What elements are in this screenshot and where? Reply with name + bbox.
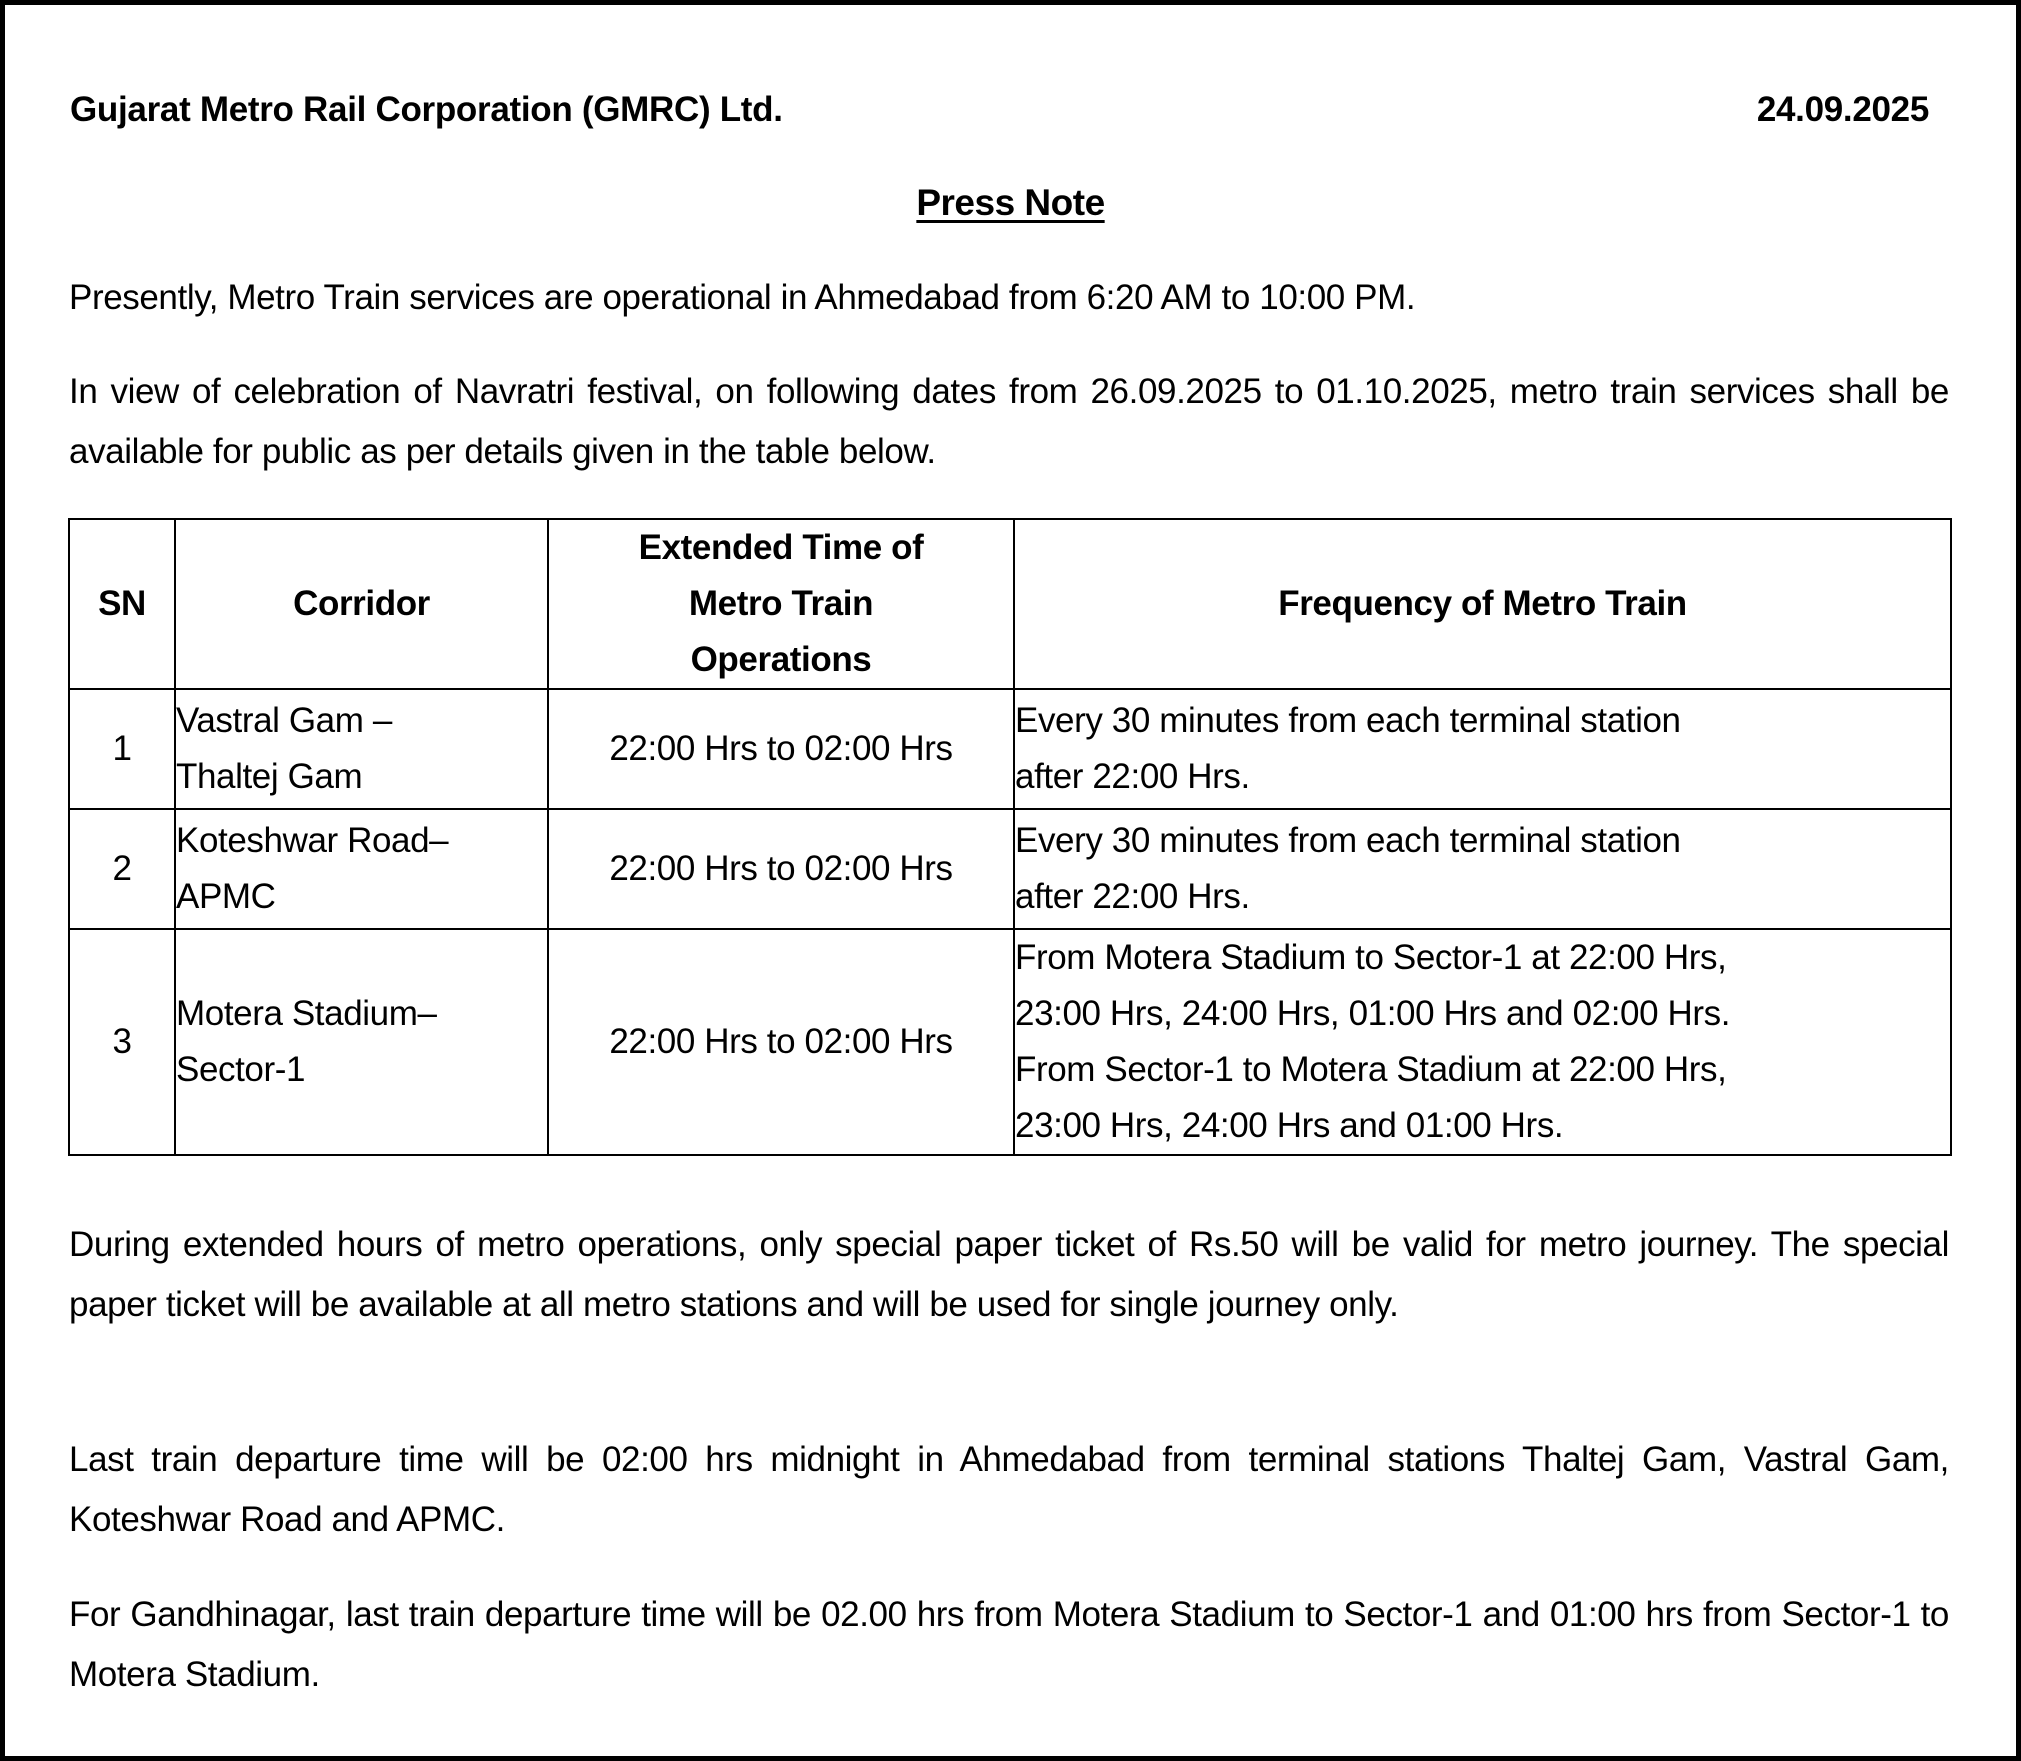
frequency-line: after 22:00 Hrs. <box>1015 877 1250 916</box>
cell-frequency <box>1014 809 1951 929</box>
frequency-line: Every 30 minutes from each terminal station <box>1015 821 1681 860</box>
header-extended-time-line: Operations <box>690 640 872 679</box>
frequency-line: Every 30 minutes from each terminal station <box>1015 701 1681 740</box>
frequency-line: after 22:00 Hrs. <box>1015 757 1250 796</box>
press-note-date: 24.09.2025 <box>1756 90 1929 129</box>
frequency-line: 23:00 Hrs, 24:00 Hrs, 01:00 Hrs and 02:00 Hrs. <box>1015 994 1731 1033</box>
corridor-line: Koteshwar Road– <box>176 821 449 860</box>
corridor-line: APMC <box>176 877 276 916</box>
corridor-line: Sector-1 <box>176 1050 306 1089</box>
frequency-line: From Motera Stadium to Sector-1 at 22:00 Hrs, <box>1015 938 1727 977</box>
table-row <box>69 689 1951 809</box>
cell-corridor <box>175 929 548 1155</box>
cell-corridor <box>175 689 548 809</box>
cell-sn: 3 <box>69 929 175 1155</box>
cell-sn: 1 <box>69 689 175 809</box>
table-header-row <box>69 519 1951 689</box>
cell-corridor <box>175 809 548 929</box>
header-corridor: Corridor <box>175 519 548 689</box>
corridor-line: Vastral Gam – <box>176 701 392 740</box>
cell-sn: 2 <box>69 809 175 929</box>
press-note-title-wrapper <box>0 181 2021 225</box>
cell-extended-time: 22:00 Hrs to 02:00 Hrs <box>548 689 1014 809</box>
header-extended-time-line: Metro Train <box>688 584 874 623</box>
table-row <box>69 809 1951 929</box>
cell-frequency <box>1014 689 1951 809</box>
header-extended-time <box>548 519 1014 689</box>
intro-paragraph-navratri: In view of celebration of Navratri festival, on following dates from 26.09.2025 to 01.10.2025, metro train services shall be available for public as per details given in the table below. <box>69 372 1949 471</box>
closing-paragraph-gandhinagar-last-train: For Gandhinagar, last train departure time will be 02.00 hrs from Motera Stadium to Sector-1 and 01:00 hrs from Sector-1 to Motera Stadium. <box>69 1595 1949 1694</box>
corridor-line: Motera Stadium– <box>176 994 437 1033</box>
extended-hours-table <box>68 518 1952 1156</box>
cell-extended-time: 22:00 Hrs to 02:00 Hrs <box>548 809 1014 929</box>
table-row <box>69 929 1951 1155</box>
organization-name: Gujarat Metro Rail Corporation (GMRC) Ltd. <box>70 90 783 129</box>
press-note-title: Press Note <box>916 182 1105 223</box>
frequency-line: From Sector-1 to Motera Stadium at 22:00 Hrs, <box>1015 1050 1727 1089</box>
frequency-line: 23:00 Hrs, 24:00 Hrs and 01:00 Hrs. <box>1015 1106 1564 1145</box>
header-frequency: Frequency of Metro Train <box>1014 519 1951 689</box>
corridor-line: Thaltej Gam <box>176 757 363 796</box>
cell-frequency <box>1014 929 1951 1155</box>
cell-extended-time: 22:00 Hrs to 02:00 Hrs <box>548 929 1014 1155</box>
header-sn: SN <box>69 519 175 689</box>
header-extended-time-line: Extended Time of <box>638 528 924 567</box>
closing-paragraph-ticket: During extended hours of metro operations, only special paper ticket of Rs.50 will be valid for metro journey. The special paper ticket will be available at all metro stations and will be used for single journey only. <box>69 1225 1949 1324</box>
closing-paragraph-ahmedabad-last-train: Last train departure time will be 02:00 hrs midnight in Ahmedabad from terminal stations Thaltej Gam, Vastral Gam, Koteshwar Road and APMC. <box>69 1440 1949 1539</box>
intro-paragraph-operating-hours: Presently, Metro Train services are operational in Ahmedabad from 6:20 AM to 10:00 PM. <box>69 278 1416 317</box>
